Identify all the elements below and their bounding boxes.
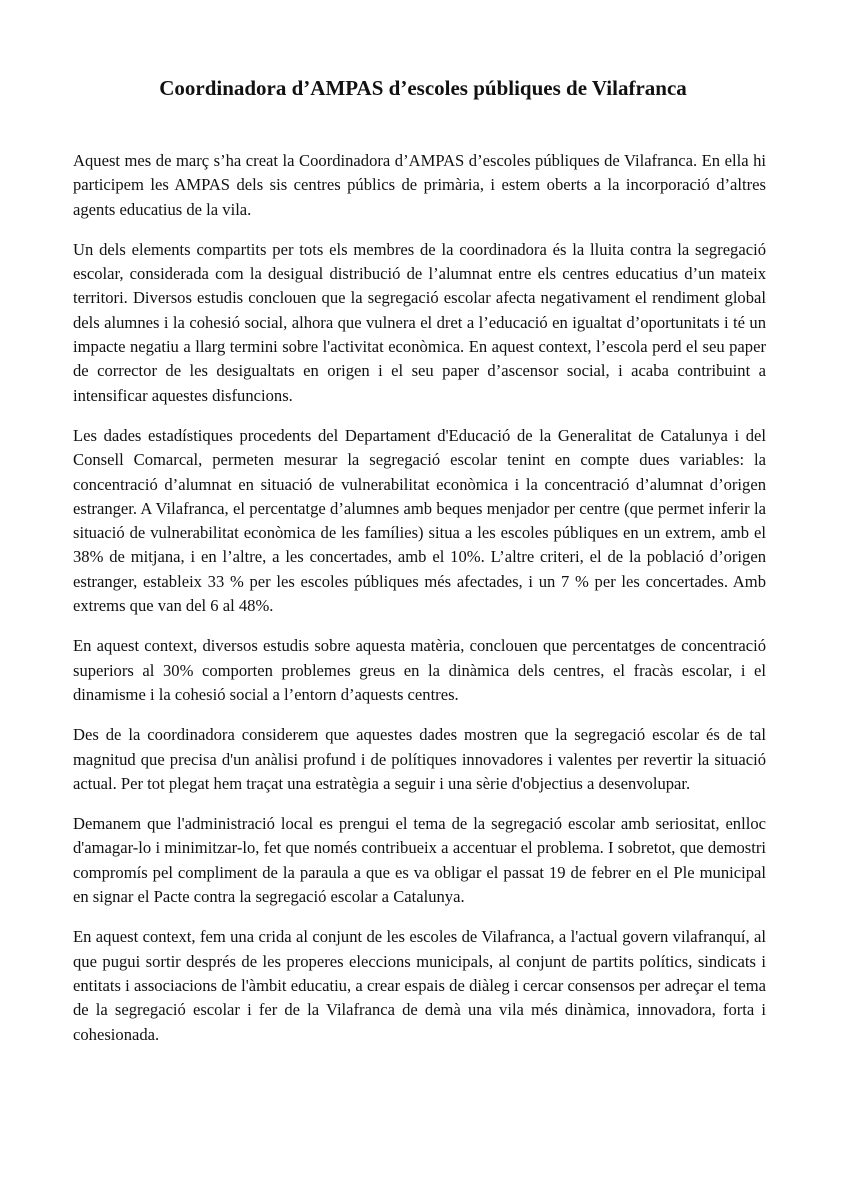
document-title: Coordinadora d’AMPAS d’escoles públiques de Vilafranca bbox=[159, 76, 687, 100]
paragraph-3: Les dades estadístiques procedents del Departament d'Educació de la Generalitat de Catalunya i del Consell Comarcal, permeten mesurar la segregació escolar tenint en compte dues variables: la concentració d’alumnat en situació de vulnerabilitat econòmica i la concentració d’alumnat d’origen estranger. A Vilafranca, el percentatge d’alumnes amb beques menjador per centre (que permet inferir la situació de vulnerabilitat econòmica de les famílies) situa a les escoles públiques en un extrem, amb el 38% de mitjana, i en l’altre, a les concertades, amb el 10%. L’altre criteri, el de la població d’origen estranger, estableix 33 % per les escoles públiques més afectades, i un 7 % per les concertades. Amb extrems que van del 6 al 48%. bbox=[73, 425, 766, 616]
paragraph-4: En aquest context, diversos estudis sobre aquesta matèria, conclouen que percentatges de concentració superiors al 30% comporten problemes greus en la dinàmica dels centres, el fracàs escolar, i el dinamisme i la cohesió social a l’entorn d’aquests centres. bbox=[73, 636, 766, 704]
paragraph-2: Un dels elements compartits per tots els membres de la coordinadora és la lluita contra la segregació escolar, considerada com la desigual distribució de l’alumnat entre els centres educatius d’un mateix territori. Diversos estudis conclouen que la segregació escolar afecta negativament el rendiment global dels alumnes i la cohesió social, alhora que vulnera el dret a l’educació en igualtat d’oportunitats i té un impacte negatiu a llarg termini sobre l'activitat econòmica. En aquest context, l’escola perd el seu paper de corrector de les desigualtats en origen i el seu paper d’ascensor social, i acaba contribuint a intensificar aquestes disfuncions. bbox=[73, 239, 766, 405]
paragraph-6: Demanem que l'administració local es prengui el tema de la segregació escolar amb seriositat, enlloc d'amagar-lo i minimitzar-lo, fet que només contribueix a accentuar el problema. I sobretot, que demostri compromís pel compliment de la paraula a que es va obligar el passat 19 de febrer en el Ple municipal en signar el Pacte contra la segregació escolar a Catalunya. bbox=[73, 814, 766, 907]
paragraph-1: Aquest mes de març s’ha creat la Coordinadora d’AMPAS d’escoles públiques de Vilafranca. En ella hi participem les AMPAS dels sis centres públics de primària, i estem oberts a la incorporació d’altres agents educatius de la vila. bbox=[73, 151, 766, 219]
paragraph-5: Des de la coordinadora considerem que aquestes dades mostren que la segregació escolar és de tal magnitud que precisa d'un anàlisi profund i de polítiques innovadores i valentes per revertir la situació actual. Per tot plegat hem traçat una estratègia a seguir i una sèrie d'objectius a desenvolupar. bbox=[73, 725, 766, 793]
paragraph-7: En aquest context, fem una crida al conjunt de les escoles de Vilafranca, a l'actual govern vilafranquí, al que pugui sortir després de les properes eleccions municipals, al conjunt de partits polítics, sindicats i entitats i associacions de l'àmbit educatiu, a crear espais de diàleg i cercar consensos per adreçar el tema de la segregació escolar i fer de la Vilafranca de demà una vila més dinàmica, innovadora, forta i cohesionada. bbox=[73, 927, 766, 1044]
document-body bbox=[73, 149, 766, 1063]
